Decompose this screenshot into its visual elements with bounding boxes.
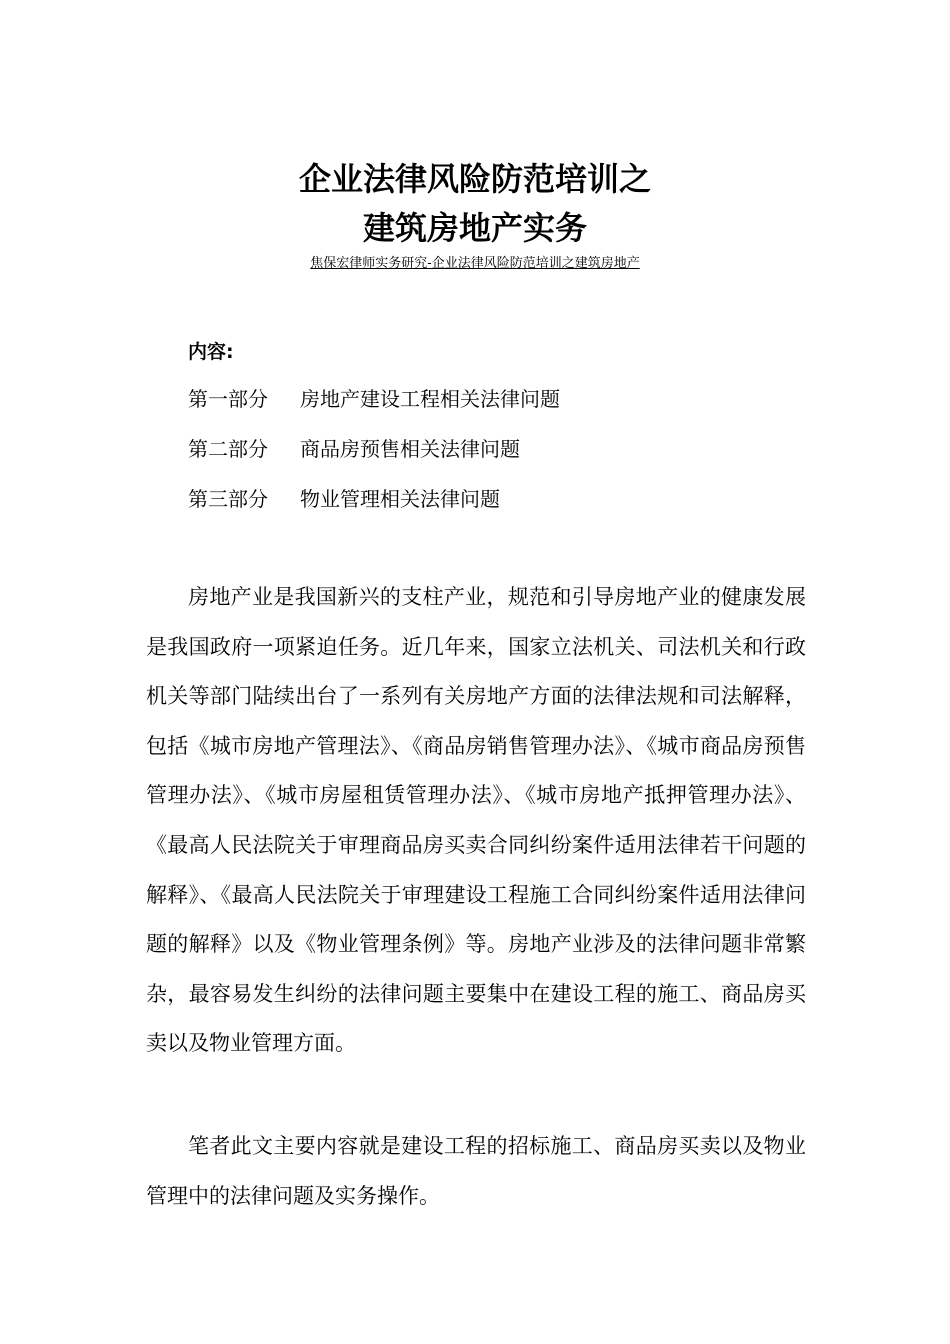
toc-item-text: 商品房预售相关法律问题 — [300, 437, 520, 461]
document-title-line-1: 企业法律风险防范培训之 — [298, 160, 651, 198]
toc-item-part: 第二部分 — [188, 437, 268, 461]
document-subtitle: 焦保宏律师实务研究-企业法律风险防范培训之建筑房地产 — [310, 256, 640, 271]
toc-item — [188, 435, 520, 463]
document-title-line-2: 建筑房地产实务 — [362, 209, 587, 247]
toc-item — [188, 485, 500, 513]
toc-item-part: 第一部分 — [188, 387, 268, 411]
toc-item — [188, 385, 560, 413]
toc-heading: 内容: — [188, 341, 234, 363]
toc-item-part: 第三部分 — [188, 487, 268, 511]
body-paragraph: 笔者此文主要内容就是建设工程的招标施工、商品房买卖以及物业管理中的法律问题及实务操作。 — [146, 1134, 806, 1208]
body-paragraph: 房地产业是我国新兴的支柱产业，规范和引导房地产业的健康发展是我国政府一项紧迫任务。近几年来，国家立法机关、司法机关和行政机关等部门陆续出台了一系列有关房地产方面的法律法规和司法解释，包括《城市房地产管理法》、《商品房销售管理办法》、《城市商品房预售管理办法》、《城市房屋租赁管理办法》、《城市房地产抵押管理办法》、《最高人民法院关于审理商品房买卖合同纠纷案件适用法律若干问题的解释》、《最高人民法院关于审理建设工程施工合同纠纷案件适用法律问题的解释》以及《物业管理条例》等。房地产业涉及的法律问题非常繁杂，最容易发生纠纷的法律问题主要集中在建设工程的施工、商品房买卖以及物业管理方面。 — [146, 585, 806, 1056]
toc-item-text: 房地产建设工程相关法律问题 — [300, 387, 560, 411]
toc-item-text: 物业管理相关法律问题 — [300, 487, 500, 511]
